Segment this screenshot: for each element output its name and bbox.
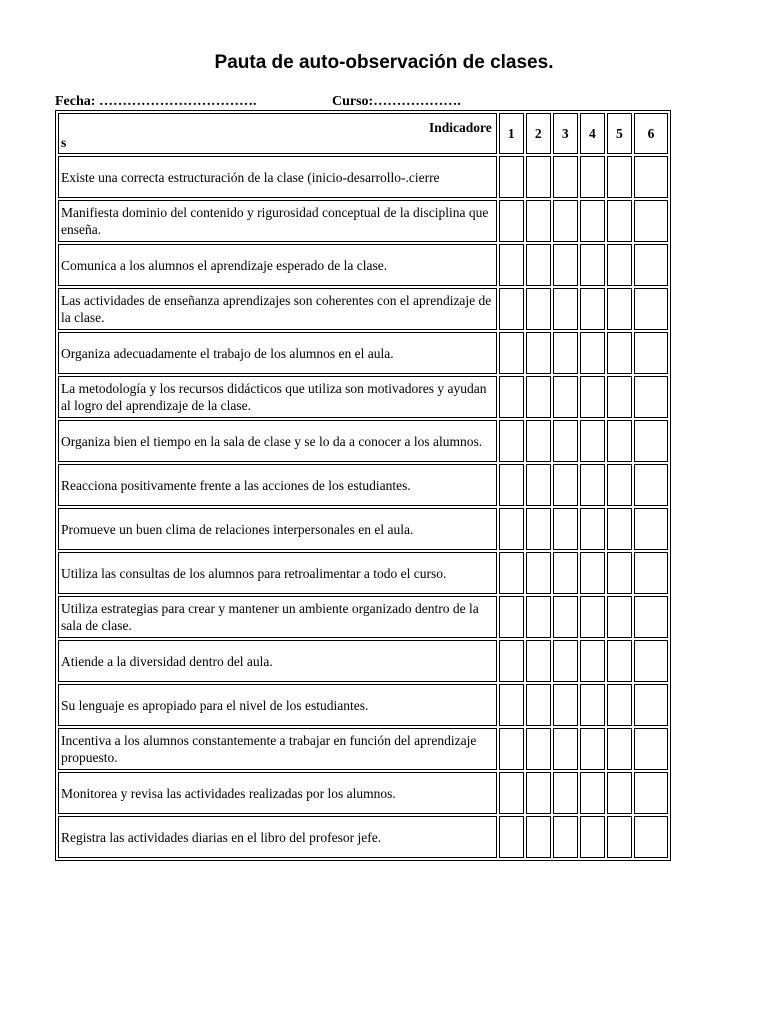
score-cell-6[interactable] — [634, 640, 668, 682]
scale-header-5: 5 — [607, 113, 632, 154]
table-row — [58, 376, 668, 418]
score-cell-4[interactable] — [580, 156, 605, 198]
indicator-text: Su lenguaje es apropiado para el nivel de los estudiantes. — [58, 684, 497, 726]
fecha-label: Fecha: — [55, 94, 96, 109]
score-cell-4[interactable] — [580, 552, 605, 594]
table-row — [58, 464, 668, 506]
score-cell-6[interactable] — [634, 376, 668, 418]
indicator-text: Manifiesta dominio del contenido y rigurosidad conceptual de la disciplina que enseña. — [58, 200, 497, 242]
score-cell-1[interactable] — [499, 420, 524, 462]
indicator-text: Promueve un buen clima de relaciones interpersonales en el aula. — [58, 508, 497, 550]
score-cell-3[interactable] — [553, 420, 578, 462]
score-cell-5[interactable] — [607, 332, 632, 374]
score-cell-3[interactable] — [553, 464, 578, 506]
score-cell-3[interactable] — [553, 332, 578, 374]
score-cell-3[interactable] — [553, 288, 578, 330]
score-cell-3[interactable] — [553, 640, 578, 682]
score-cell-5[interactable] — [607, 464, 632, 506]
table-row — [58, 332, 668, 374]
score-cell-5[interactable] — [607, 508, 632, 550]
score-cell-6[interactable] — [634, 420, 668, 462]
table-row — [58, 640, 668, 682]
score-cell-2[interactable] — [526, 640, 551, 682]
score-cell-1[interactable] — [499, 728, 524, 770]
indicadores-header-part2: s — [61, 135, 67, 150]
score-cell-6[interactable] — [634, 156, 668, 198]
table-row — [58, 552, 668, 594]
indicator-text: La metodología y los recursos didácticos que utiliza son motivadores y ayudan al logro del aprendizaje de la clase. — [58, 376, 497, 418]
scale-header-4: 4 — [580, 113, 605, 154]
score-cell-4[interactable] — [580, 596, 605, 638]
score-cell-3[interactable] — [553, 552, 578, 594]
score-cell-3[interactable] — [553, 772, 578, 814]
indicator-text: Organiza bien el tiempo en la sala de clase y se lo da a conocer a los alumnos. — [58, 420, 497, 462]
score-cell-1[interactable] — [499, 332, 524, 374]
page-title: Pauta de auto-observación de clases. — [214, 52, 554, 73]
score-cell-3[interactable] — [553, 596, 578, 638]
score-cell-2[interactable] — [526, 420, 551, 462]
score-cell-5[interactable] — [607, 684, 632, 726]
score-cell-5[interactable] — [607, 728, 632, 770]
score-cell-4[interactable] — [580, 464, 605, 506]
curso-blank[interactable]: ………………. — [373, 94, 461, 109]
observation-table — [55, 110, 671, 861]
table-row — [58, 420, 668, 462]
score-cell-6[interactable] — [634, 596, 668, 638]
scale-header-3: 3 — [553, 113, 578, 154]
table-header-row — [58, 113, 668, 154]
score-cell-6[interactable] — [634, 772, 668, 814]
indicator-text: Monitorea y revisa las actividades realizadas por los alumnos. — [58, 772, 497, 814]
score-cell-1[interactable] — [499, 464, 524, 506]
score-cell-6[interactable] — [634, 200, 668, 242]
table-row — [58, 244, 668, 286]
score-cell-5[interactable] — [607, 596, 632, 638]
score-cell-5[interactable] — [607, 552, 632, 594]
score-cell-6[interactable] — [634, 288, 668, 330]
score-cell-5[interactable] — [607, 816, 632, 858]
score-cell-4[interactable] — [580, 816, 605, 858]
score-cell-2[interactable] — [526, 156, 551, 198]
score-cell-6[interactable] — [634, 552, 668, 594]
table-row — [58, 288, 668, 330]
table-row — [58, 156, 668, 198]
indicator-text: Comunica a los alumnos el aprendizaje esperado de la clase. — [58, 244, 497, 286]
score-cell-4[interactable] — [580, 376, 605, 418]
score-cell-6[interactable] — [634, 508, 668, 550]
score-cell-5[interactable] — [607, 200, 632, 242]
score-cell-2[interactable] — [526, 288, 551, 330]
score-cell-6[interactable] — [634, 332, 668, 374]
score-cell-1[interactable] — [499, 508, 524, 550]
score-cell-4[interactable] — [580, 420, 605, 462]
score-cell-1[interactable] — [499, 640, 524, 682]
score-cell-5[interactable] — [607, 376, 632, 418]
score-cell-1[interactable] — [499, 244, 524, 286]
score-cell-1[interactable] — [499, 816, 524, 858]
score-cell-1[interactable] — [499, 684, 524, 726]
indicator-text: Utiliza las consultas de los alumnos para retroalimentar a todo el curso. — [58, 552, 497, 594]
scale-header-6: 6 — [634, 113, 668, 154]
score-cell-4[interactable] — [580, 288, 605, 330]
score-cell-3[interactable] — [553, 244, 578, 286]
scale-header-2: 2 — [526, 113, 551, 154]
indicator-text: Existe una correcta estructuración de la clase (inicio-desarrollo-.cierre — [58, 156, 497, 198]
indicator-text: Reacciona positivamente frente a las acciones de los estudiantes. — [58, 464, 497, 506]
score-cell-4[interactable] — [580, 244, 605, 286]
score-cell-2[interactable] — [526, 772, 551, 814]
score-cell-2[interactable] — [526, 684, 551, 726]
score-cell-3[interactable] — [553, 376, 578, 418]
score-cell-1[interactable] — [499, 772, 524, 814]
curso-label: Curso: — [332, 94, 374, 109]
indicator-text: Atiende a la diversidad dentro del aula. — [58, 640, 497, 682]
score-cell-5[interactable] — [607, 772, 632, 814]
indicator-text: Utiliza estrategias para crear y mantener un ambiente organizado dentro de la sala de clase. — [58, 596, 497, 638]
table-row — [58, 684, 668, 726]
score-cell-3[interactable] — [553, 728, 578, 770]
score-cell-5[interactable] — [607, 640, 632, 682]
score-cell-4[interactable] — [580, 200, 605, 242]
table-row — [58, 816, 668, 858]
score-cell-2[interactable] — [526, 508, 551, 550]
score-cell-1[interactable] — [499, 552, 524, 594]
table-row — [58, 508, 668, 550]
score-cell-2[interactable] — [526, 376, 551, 418]
score-cell-4[interactable] — [580, 332, 605, 374]
score-cell-6[interactable] — [634, 684, 668, 726]
score-cell-5[interactable] — [607, 156, 632, 198]
fecha-blank[interactable]: ……………………………. — [98, 94, 257, 109]
score-cell-3[interactable] — [553, 816, 578, 858]
score-cell-3[interactable] — [553, 684, 578, 726]
score-cell-2[interactable] — [526, 728, 551, 770]
indicator-text: Registra las actividades diarias en el libro del profesor jefe. — [58, 816, 497, 858]
indicator-rows — [58, 156, 668, 858]
score-cell-5[interactable] — [607, 288, 632, 330]
table-row — [58, 596, 668, 638]
indicator-text: Organiza adecuadamente el trabajo de los alumnos en el aula. — [58, 332, 497, 374]
score-cell-4[interactable] — [580, 728, 605, 770]
indicator-text: Las actividades de enseñanza aprendizajes son coherentes con el aprendizaje de la clase. — [58, 288, 497, 330]
score-cell-4[interactable] — [580, 508, 605, 550]
score-cell-1[interactable] — [499, 288, 524, 330]
score-cell-1[interactable] — [499, 156, 524, 198]
table-row — [58, 728, 668, 770]
indicadores-header — [58, 113, 497, 154]
fecha-field[interactable] — [55, 93, 256, 111]
score-cell-4[interactable] — [580, 684, 605, 726]
curso-field[interactable] — [332, 93, 461, 111]
score-cell-5[interactable] — [607, 244, 632, 286]
score-cell-2[interactable] — [526, 244, 551, 286]
score-cell-2[interactable] — [526, 464, 551, 506]
score-cell-2[interactable] — [526, 816, 551, 858]
score-cell-6[interactable] — [634, 816, 668, 858]
score-cell-1[interactable] — [499, 200, 524, 242]
score-cell-6[interactable] — [634, 244, 668, 286]
score-cell-4[interactable] — [580, 772, 605, 814]
scale-header-1: 1 — [499, 113, 524, 154]
table-row — [58, 200, 668, 242]
indicadores-header-part1: Indicadore — [428, 120, 492, 135]
score-cell-5[interactable] — [607, 420, 632, 462]
score-cell-4[interactable] — [580, 640, 605, 682]
indicator-text: Incentiva a los alumnos constantemente a trabajar en función del aprendizaje propuesto. — [58, 728, 497, 770]
score-cell-3[interactable] — [553, 508, 578, 550]
score-cell-6[interactable] — [634, 728, 668, 770]
score-cell-3[interactable] — [553, 200, 578, 242]
score-cell-2[interactable] — [526, 596, 551, 638]
score-cell-3[interactable] — [553, 156, 578, 198]
score-cell-6[interactable] — [634, 464, 668, 506]
score-cell-2[interactable] — [526, 552, 551, 594]
score-cell-2[interactable] — [526, 200, 551, 242]
score-cell-1[interactable] — [499, 596, 524, 638]
score-cell-2[interactable] — [526, 332, 551, 374]
score-cell-1[interactable] — [499, 376, 524, 418]
table-row — [58, 772, 668, 814]
